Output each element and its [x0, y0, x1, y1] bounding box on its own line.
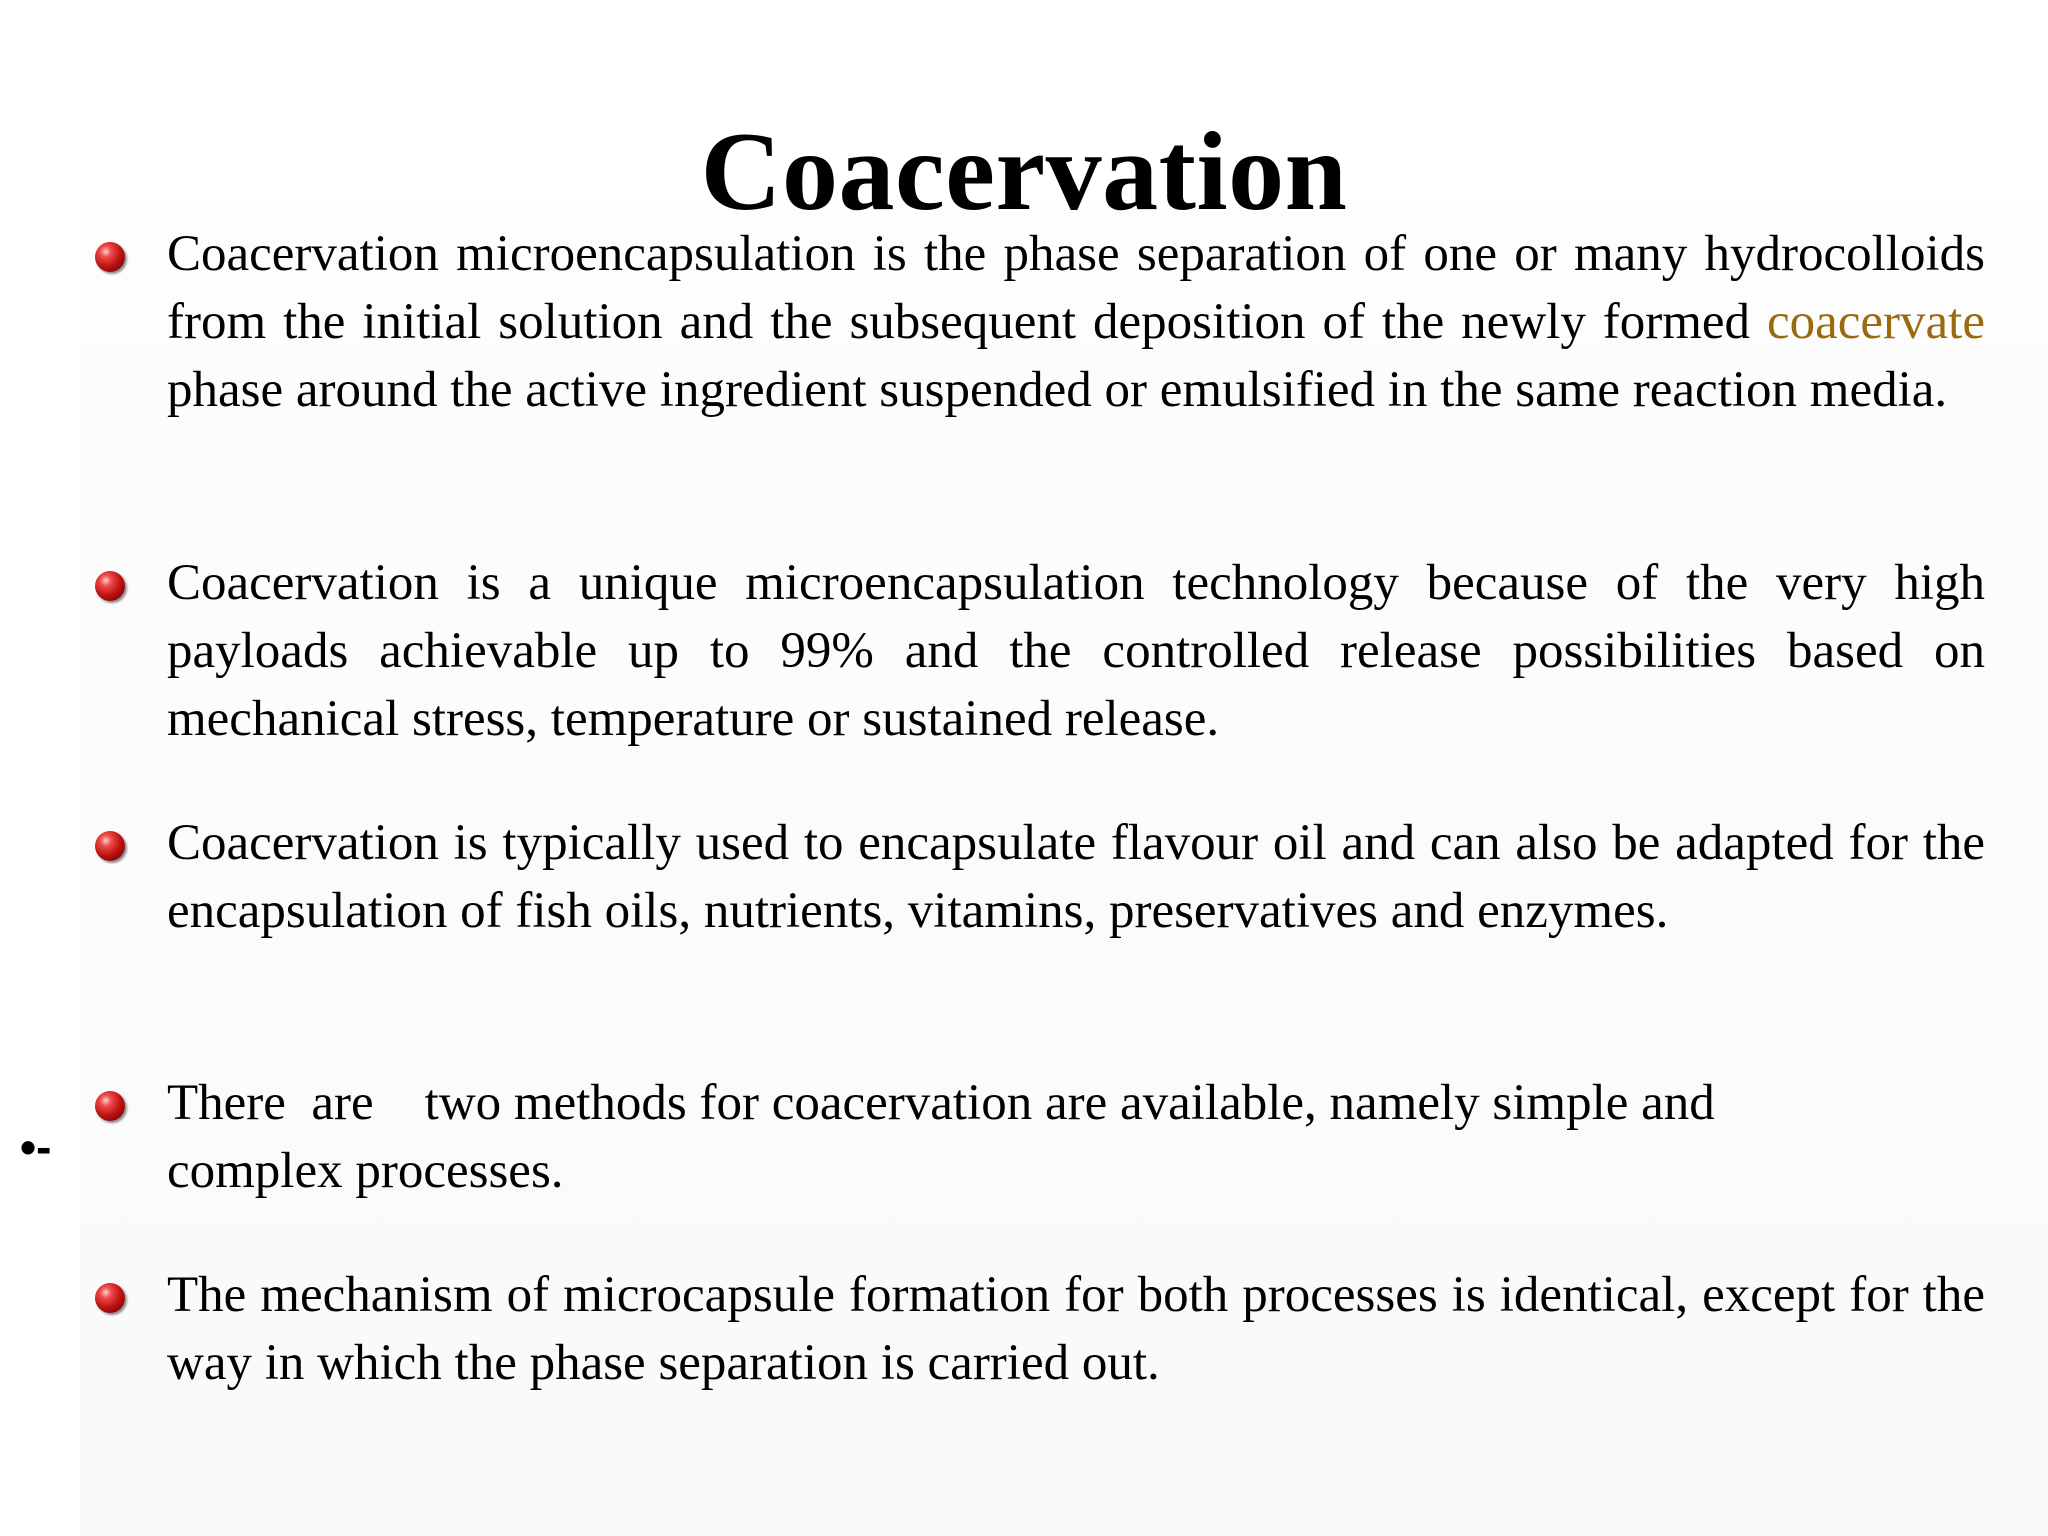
bullet-text-part: phase around the active ingredient suspended or emulsified in the same reaction media.: [167, 362, 1948, 418]
bullet-text: [167, 1069, 1985, 1205]
slide-title: Coacervation: [700, 110, 1348, 235]
coacervate-link[interactable]: coacervate: [1767, 294, 1985, 350]
bullet-text-line: complex processes.: [167, 1143, 564, 1199]
red-ball-bullet-icon: [95, 1283, 125, 1313]
stray-bullet-mark: •-: [20, 1121, 52, 1173]
bullet-text: Coacervation is typically used to encapsulate flavour oil and can also be adapted for the encapsulation of fish oils, nutrients, vitamins, preservatives and enzymes.: [167, 815, 1985, 939]
red-ball-bullet-icon: [95, 571, 125, 601]
red-ball-bullet-icon: [95, 831, 125, 861]
red-ball-bullet-icon: [95, 242, 125, 272]
bullet-text: [167, 220, 1985, 424]
bullet-text: Coacervation is a unique microencapsulation technology because of the very high payloads achievable up to 99% and the controlled release possibilities based on mechanical stress, temperature or sustained release.: [167, 555, 1985, 747]
bullet-text: The mechanism of microcapsule formation for both processes is identical, except for the way in which the phase separation is carried out.: [167, 1267, 1985, 1391]
bullet-text-part: Coacervation microencapsulation is the phase separation of one or many hydrocolloids from the initial solution and the subsequent deposition of the newly formed: [167, 226, 1985, 350]
bullet-text-line: There are two methods for coacervation are available, namely simple and: [167, 1075, 1715, 1131]
red-ball-bullet-icon: [95, 1091, 125, 1121]
